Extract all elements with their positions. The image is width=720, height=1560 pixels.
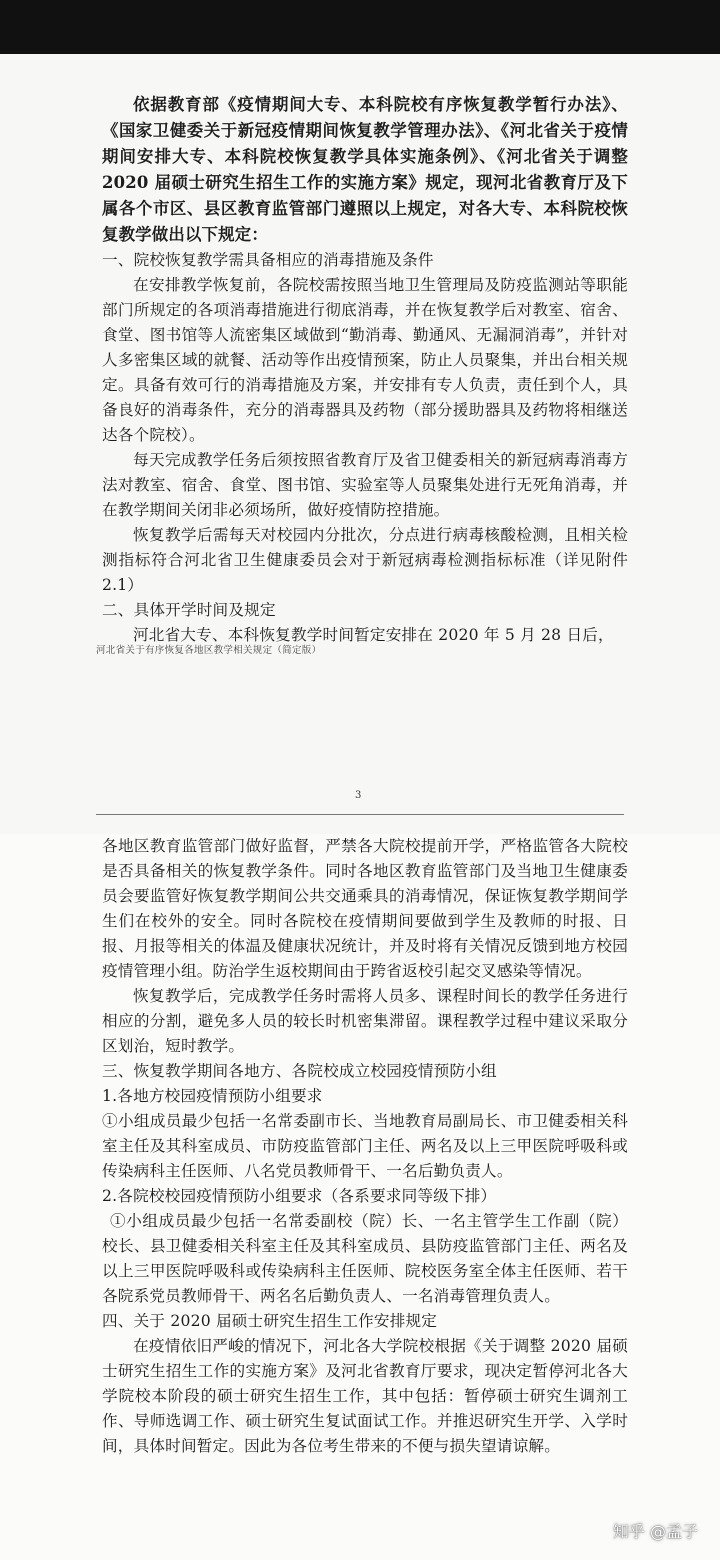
section-heading-4: 四、关于 2020 届硕士研究生招生工作安排规定 <box>102 1312 438 1330</box>
document-page-3 <box>0 54 720 834</box>
subsection-heading: 2.各院校校园疫情预防小组要求（各系要求同等级下排） <box>102 1187 497 1205</box>
section-heading-3: 三、恢复教学期间各地方、各院校成立校园疫情预防小组 <box>102 1062 497 1080</box>
paragraph: 恢复教学后需每天对校园内分批次，分点进行病毒核酸检测，且相关检测指标符合河北省卫生健康委员会对于新冠病毒检测指标标准（详见附件 2.1） <box>102 526 628 594</box>
page-number: 3 <box>355 790 362 801</box>
zhihu-watermark: 知乎 @孟子 <box>612 1522 698 1541</box>
paragraph: 在安排教学恢复前，各院校需按照当地卫生管理局及防疫监测站等职能部门所规定的各项消毒措施进行彻底消毒，并在恢复教学后对教室、宿舍、食堂、图书馆等人流密集区域做到“勤消毒、勤通风、无漏洞消毒”，并针对人多密集区域的就餐、活动等作出疫情预案，防止人员聚集，并出台相关规定。具备有效可行的消毒措施及方案，并安排有专人负责，责任到个人，具备良好的消毒条件，充分的消毒器具及药物（部分援助器具及药物将相继送达各个院校）。 <box>102 276 628 444</box>
document-page-4 <box>0 834 720 1560</box>
section-heading-1: 一、院校恢复教学需具备相应的消毒措施及条件 <box>102 251 434 269</box>
paragraph: 恢复教学后，完成教学任务时需将人员多、课程时间长的教学任务进行相应的分割，避免多人员的较长时机密集滞留。课程教学过程中建议采取分区划治，短时教学。 <box>102 987 628 1055</box>
subsection-heading: 1.各地方校园疫情预防小组要求 <box>102 1087 323 1105</box>
paragraph: 每天完成教学任务后须按照省教育厅及省卫健委相关的新冠病毒消毒方法对教室、宿舍、食堂、图书馆、实验室等人员聚集处进行无死角消毒，并在教学期间关闭非必须场所，做好疫情防控措施。 <box>102 451 628 519</box>
paragraph: ①小组成员最少包括一名常委副市长、当地教育局副局长、市卫健委相关科室主任及其科室成员、市防疫监管部门主任、两名及以上三甲医院呼吸科或传染病科主任医师、八名党员教师骨干、一名后勤负责人。 <box>102 1112 628 1180</box>
page-footer: 河北省关于有序恢复各地区教学相关规定（简定版） <box>96 645 322 656</box>
paragraph: 在疫情依旧严峻的情况下，河北各大学院校根据《关于调整 2020 届硕士研究生招生工作的实施方案》及河北省教育厅要求，现决定暂停河北各大学院校本阶段的硕士研究生招生工作，其中包括：暂停硕士研究生调剂工作、导师选调工作、硕士研究生复试面试工作。并推迟研究生开学、入学时间，具体时间暂定。因此为各位考生带来的不便与损失望请谅解。 <box>102 1337 628 1455</box>
top-black-bar <box>0 0 720 54</box>
paragraph: 各地区教育监管部门做好监督，严禁各大院校提前开学，严格监管各大院校是否具备相关的恢复教学条件。同时各地区教育监管部门及当地卫生健康委员会要监管好恢复教学期间公共交通乘具的消毒情况，保证恢复教学期间学生们在校外的安全。同时各院校在疫情期间要做到学生及教师的时报、日报、月报等相关的体温及健康状况统计，并及时将有关情况反馈到地方校园疫情管理小组。防治学生返校期间由于跨省返校引起交叉感染等情况。 <box>102 837 628 980</box>
page-body <box>0 54 720 648</box>
paragraph: ①小组成员最少包括一名常委副校（院）长、一名主管学生工作副（院）校长、县卫健委相关科室主任及其科室成员、县防疫监管部门主任、两名及以上三甲医院呼吸科或传染病科主任医师、院校医务室全体主任医师、若干各院系党员教师骨干、两名名后勤负责人、一名消毒管理负责人。 <box>102 1212 628 1305</box>
page-divider <box>96 814 624 815</box>
page-body <box>0 834 720 1459</box>
paragraph: 河北省大专、本科恢复教学时间暂定安排在 2020 年 5 月 28 日后， <box>133 626 614 644</box>
section-heading-2: 二、具体开学时间及规定 <box>102 601 276 619</box>
intro-paragraph: 依据教育部《疫情期间大专、本科院校有序恢复教学暂行办法》、《国家卫健委关于新冠疫情期间恢复教学管理办法》、《河北省关于疫情期间安排大专、本科院校恢复教学具体实施条例》、《河北省关于调整 2020 届硕士研究生招生工作的实施方案》规定，现河北省教育厅及下属各个市区、县区教育监管部门遵照以上规定，对各大专、本科院校恢复教学做出以下规定： <box>102 95 628 244</box>
